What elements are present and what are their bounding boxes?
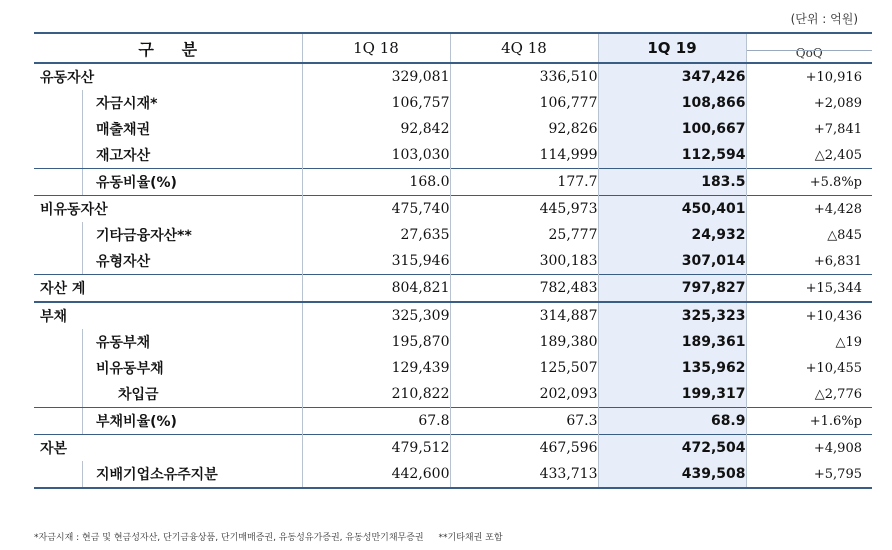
table-row [34,196,872,223]
row-label-text: 유형자산 [96,254,151,270]
row-label-text: 자산 계 [40,281,86,297]
row-label [34,63,302,90]
table-row [34,63,872,90]
row-label [34,302,302,329]
value-4q18: 202,093 [450,381,598,408]
row-label [34,435,302,462]
row-label [34,461,302,488]
value-4q18: 782,483 [450,275,598,303]
table-row [34,381,872,408]
value-qoq: +4,428 [746,196,872,223]
row-label [34,196,302,223]
value-qoq: +4,908 [746,435,872,462]
table-row [34,116,872,142]
value-4q18: 67.3 [450,408,598,435]
table-row [34,355,872,381]
row-label [34,329,302,355]
row-label [34,90,302,116]
value-1q19: 112,594 [598,142,746,169]
footnotes [34,530,515,543]
value-1q19: 325,323 [598,302,746,329]
value-qoq: △2,405 [746,142,872,169]
table-row [34,222,872,248]
value-qoq: +2,089 [746,90,872,116]
row-label [34,169,302,196]
table-row [34,248,872,275]
header-row [34,33,872,63]
row-label-text: 비유동자산 [40,202,108,218]
value-1q19: 347,426 [598,63,746,90]
value-qoq: △2,776 [746,381,872,408]
row-label [34,248,302,275]
row-label-text: 지배기업소유주지분 [96,467,218,483]
value-4q18: 314,887 [450,302,598,329]
value-4q18: 300,183 [450,248,598,275]
value-4q18: 336,510 [450,63,598,90]
table-row [34,169,872,196]
value-1q19: 450,401 [598,196,746,223]
table-row [34,461,872,488]
header-qoq: QoQ [746,33,872,63]
value-1q18: 329,081 [302,63,450,90]
row-label [34,222,302,248]
table-row [34,90,872,116]
value-1q19: 135,962 [598,355,746,381]
value-1q19: 472,504 [598,435,746,462]
table-row [34,275,872,303]
value-1q18: 106,757 [302,90,450,116]
value-4q18: 177.7 [450,169,598,196]
value-4q18: 467,596 [450,435,598,462]
value-qoq: +6,831 [746,248,872,275]
value-1q18: 475,740 [302,196,450,223]
value-qoq: △19 [746,329,872,355]
value-qoq: +10,436 [746,302,872,329]
row-label-text: 비유동부채 [96,361,164,377]
value-1q18: 210,822 [302,381,450,408]
value-1q19: 24,932 [598,222,746,248]
footnote-other: **기타채권 포함 [438,533,503,543]
value-1q18: 479,512 [302,435,450,462]
table-row [34,142,872,169]
value-qoq: +7,841 [746,116,872,142]
value-qoq: +1.6%p [746,408,872,435]
row-label-text: 부채비율(%) [96,414,177,430]
value-4q18: 433,713 [450,461,598,488]
value-4q18: 445,973 [450,196,598,223]
row-label [34,381,302,408]
unit-label: (단위 : 억원) [790,12,858,26]
value-1q19: 797,827 [598,275,746,303]
row-label-text: 매출채권 [96,122,151,138]
value-1q18: 442,600 [302,461,450,488]
header-1q18: 1Q 18 [302,33,450,63]
value-4q18: 92,826 [450,116,598,142]
value-1q19: 199,317 [598,381,746,408]
value-qoq: +5,795 [746,461,872,488]
value-qoq: +10,916 [746,63,872,90]
value-4q18: 189,380 [450,329,598,355]
value-1q19: 189,361 [598,329,746,355]
header-category: 구 분 [34,33,302,63]
row-label-text: 기타금융자산** [96,228,192,244]
row-label-text: 유동자산 [40,70,95,86]
value-qoq: +10,455 [746,355,872,381]
value-4q18: 25,777 [450,222,598,248]
value-1q18: 168.0 [302,169,450,196]
row-label-text: 자본 [40,441,68,457]
header-4q18: 4Q 18 [450,33,598,63]
value-1q18: 27,635 [302,222,450,248]
value-qoq: +15,344 [746,275,872,303]
header-1q19: 1Q 19 [598,33,746,63]
row-label-text: 부채 [40,309,68,325]
row-label [34,408,302,435]
row-label-text: 재고자산 [96,148,151,164]
value-4q18: 125,507 [450,355,598,381]
value-1q19: 439,508 [598,461,746,488]
table-row [34,329,872,355]
row-label [34,116,302,142]
table-row [34,408,872,435]
value-1q18: 325,309 [302,302,450,329]
table-row [34,302,872,329]
value-qoq: +5.8%p [746,169,872,196]
balance-sheet-table [34,32,872,489]
row-label [34,275,302,303]
row-label-text: 차입금 [118,387,159,403]
table-row [34,435,872,462]
value-1q18: 315,946 [302,248,450,275]
value-1q18: 67.8 [302,408,450,435]
value-1q18: 195,870 [302,329,450,355]
value-1q19: 100,667 [598,116,746,142]
value-1q18: 804,821 [302,275,450,303]
footnote-cash: *자금시재 : 현금 및 현금성자산, 단기금융상품, 단기매매증권, 유동성유가증권, 유동성만기채무증권 [34,533,424,543]
row-label [34,355,302,381]
value-1q18: 103,030 [302,142,450,169]
row-label-text: 자금시재* [96,96,158,112]
row-label-text: 유동부채 [96,335,151,351]
value-1q19: 183.5 [598,169,746,196]
value-4q18: 114,999 [450,142,598,169]
row-label [34,142,302,169]
value-qoq: △845 [746,222,872,248]
value-4q18: 106,777 [450,90,598,116]
value-1q19: 108,866 [598,90,746,116]
row-label-text: 유동비율(%) [96,175,177,191]
value-1q19: 307,014 [598,248,746,275]
value-1q19: 68.9 [598,408,746,435]
value-1q18: 129,439 [302,355,450,381]
value-1q18: 92,842 [302,116,450,142]
